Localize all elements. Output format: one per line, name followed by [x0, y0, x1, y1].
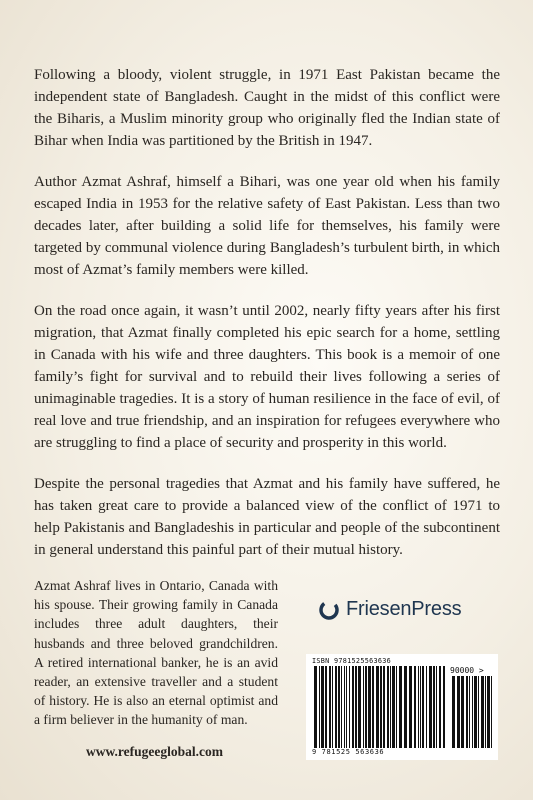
author-website-link[interactable]: www.refugeeglobal.com	[86, 744, 223, 759]
synopsis-paragraph-2: Author Azmat Ashraf, himself a Bihari, was one year old when his family escaped India in 1953 for the relative safety of East Pakistan. Less than two decades later, after building a solid life for themselves, his family were targeted by communal violence during Bangladesh’s turbulent birth, in which most of Azmat’s family members were killed.	[34, 174, 500, 278]
isbn-barcode	[306, 654, 498, 760]
price-code: 90000 >	[450, 666, 484, 675]
synopsis-paragraph-1: Following a bloody, violent struggle, in 1971 East Pakistan became the independent state of Bangladesh. Caught in the midst of this conflict were the Biharis, a Muslim minority group who originally fled the Indian state of Bihar when India was partitioned by the British in 1947.	[34, 67, 500, 149]
friesenpress-logo-icon	[318, 599, 340, 621]
synopsis	[34, 64, 500, 580]
publisher-logo	[318, 598, 461, 621]
isbn-label: ISBN 9781525563636	[312, 657, 392, 665]
publisher-name: FriesenPress	[346, 598, 462, 620]
price-barcode-bars	[452, 676, 492, 748]
synopsis-paragraph-4: Despite the personal tragedies that Azmat and his family have suffered, he has taken great care to provide a balanced view of the conflict of 1971 to help Pakistanis and Bangladeshis in particular and people of the subcontinent in general understand this painful part of their mutual history.	[34, 476, 500, 558]
author-bio: Azmat Ashraf lives in Ontario, Canada with his spouse. Their growing family in Canada includes three adult daughters, their husbands and three beloved grandchildren. A retired international banker, he is an avid reader, an extensive traveller and a student of history. He is also an eternal optimist and a firm believer in the humanity of man.	[34, 578, 278, 728]
ean-barcode-bars	[314, 666, 446, 748]
synopsis-paragraph-3: On the road once again, it wasn’t until 2002, nearly fifty years after his first migration, that Azmat finally completed his epic search for a home, settling in Canada with his wife and three daughters. This book is a memoir of one family’s fight for survival and to rebuild their lives following a series of unimaginable tragedies. It is a story of human resilience in the face of evil, of real love and true friendship, and an inspiration for refugees everywhere who are struggling to find a place of security and prosperity in this world.	[34, 303, 500, 451]
barcode-digits: 9 781525 563636	[312, 748, 385, 756]
